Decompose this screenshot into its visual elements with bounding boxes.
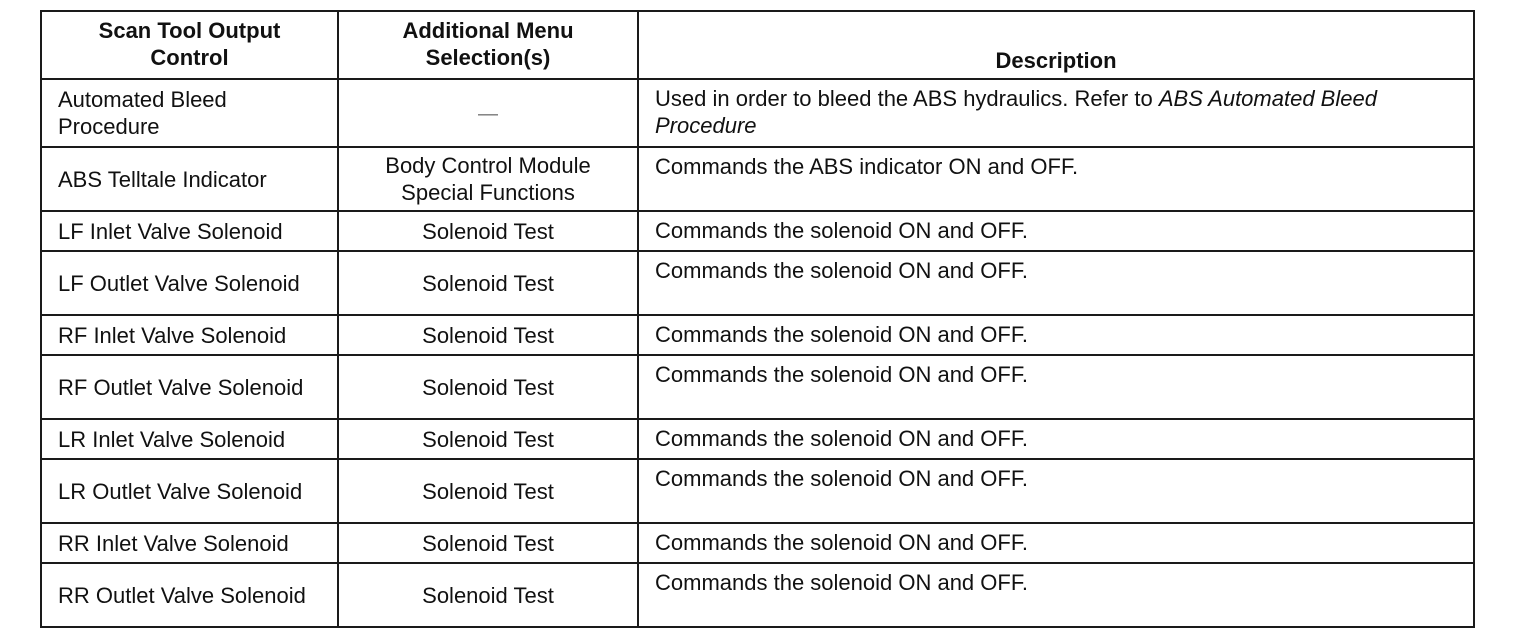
description-cell: Commands the ABS indicator ON and OFF. <box>638 147 1474 211</box>
scan-tool-output-controls-table <box>40 10 1475 628</box>
description-cell: Commands the solenoid ON and OFF. <box>638 355 1474 419</box>
header-additional-menu-selections: Additional Menu Selection(s) <box>338 11 638 79</box>
description-text: Used in order to bleed the ABS hydraulics. Refer to <box>655 86 1159 111</box>
menu-cell: Solenoid Test <box>338 251 638 315</box>
description-cell: Commands the solenoid ON and OFF. <box>638 523 1474 563</box>
menu-cell: Body Control Module Special Functions <box>338 147 638 211</box>
table-row <box>41 459 1474 523</box>
table-row <box>41 147 1474 211</box>
menu-cell: Solenoid Test <box>338 419 638 459</box>
table-row <box>41 523 1474 563</box>
table-row <box>41 251 1474 315</box>
control-cell: Automated Bleed Procedure <box>41 79 338 147</box>
table-header <box>41 11 1474 79</box>
control-cell: RR Inlet Valve Solenoid <box>41 523 338 563</box>
description-cell: Commands the solenoid ON and OFF. <box>638 251 1474 315</box>
header-row <box>41 11 1474 79</box>
empty-dash: — <box>478 102 498 125</box>
description-cell: Commands the solenoid ON and OFF. <box>638 419 1474 459</box>
control-cell: ABS Telltale Indicator <box>41 147 338 211</box>
description-cell: Commands the solenoid ON and OFF. <box>638 459 1474 523</box>
description-cell <box>638 79 1474 147</box>
table-row <box>41 211 1474 251</box>
menu-cell: Solenoid Test <box>338 211 638 251</box>
table-row <box>41 563 1474 627</box>
menu-cell: Solenoid Test <box>338 315 638 355</box>
description-cell: Commands the solenoid ON and OFF. <box>638 563 1474 627</box>
table-body <box>41 79 1474 627</box>
table-row <box>41 315 1474 355</box>
control-cell: LF Outlet Valve Solenoid <box>41 251 338 315</box>
table-row <box>41 419 1474 459</box>
menu-cell: Solenoid Test <box>338 459 638 523</box>
menu-cell <box>338 79 638 147</box>
control-cell: LF Inlet Valve Solenoid <box>41 211 338 251</box>
control-cell: LR Inlet Valve Solenoid <box>41 419 338 459</box>
control-cell: LR Outlet Valve Solenoid <box>41 459 338 523</box>
description-cell: Commands the solenoid ON and OFF. <box>638 211 1474 251</box>
menu-cell: Solenoid Test <box>338 563 638 627</box>
header-scan-tool-output-control: Scan Tool Output Control <box>41 11 338 79</box>
procedure-reference: ABS Automated Bleed Procedure <box>655 86 1377 138</box>
menu-cell: Solenoid Test <box>338 523 638 563</box>
control-cell: RR Outlet Valve Solenoid <box>41 563 338 627</box>
control-cell: RF Outlet Valve Solenoid <box>41 355 338 419</box>
header-description: Description <box>638 11 1474 79</box>
menu-cell: Solenoid Test <box>338 355 638 419</box>
table-row <box>41 355 1474 419</box>
table-row <box>41 79 1474 147</box>
control-cell: RF Inlet Valve Solenoid <box>41 315 338 355</box>
description-cell: Commands the solenoid ON and OFF. <box>638 315 1474 355</box>
